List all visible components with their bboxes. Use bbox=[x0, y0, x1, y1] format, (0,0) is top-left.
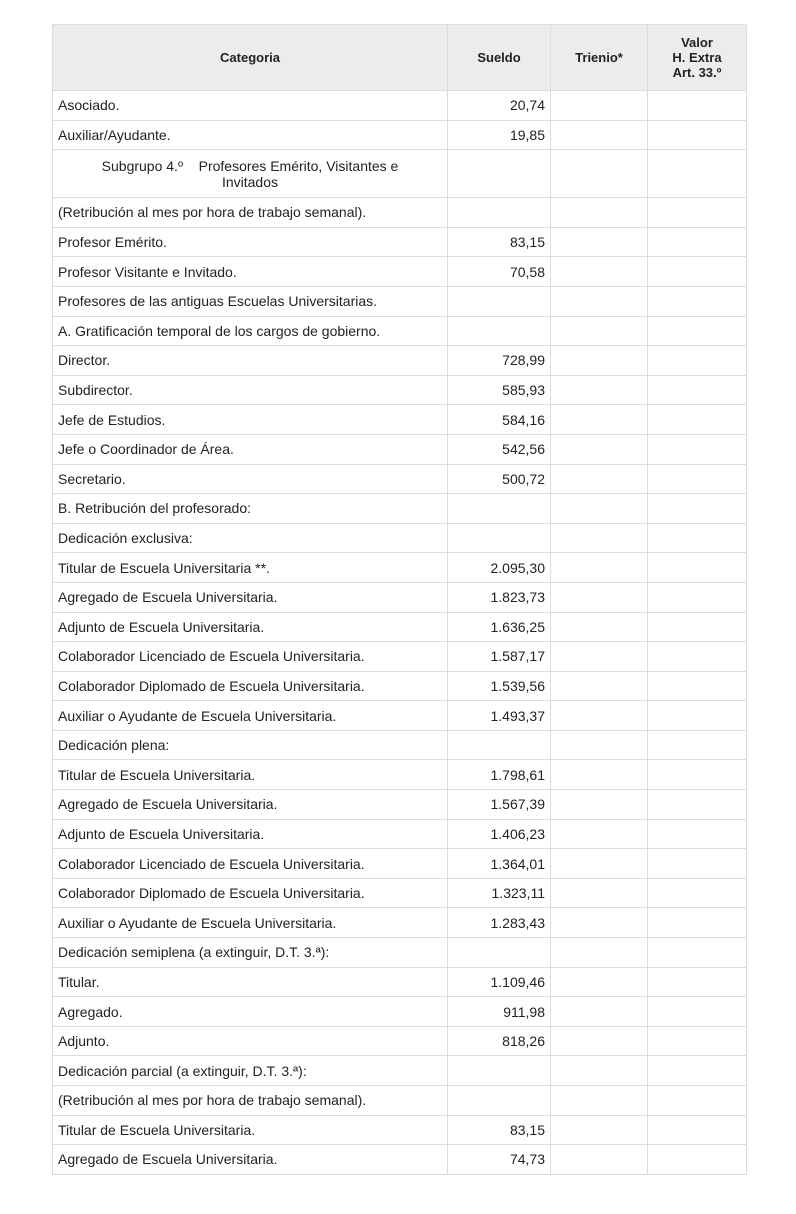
cell-sueldo bbox=[448, 938, 551, 968]
table-row bbox=[53, 1145, 747, 1175]
cell-sueldo: 83,15 bbox=[448, 227, 551, 257]
cell-valor-h-extra bbox=[648, 198, 747, 228]
table-row bbox=[53, 819, 747, 849]
cell-trienio bbox=[551, 553, 648, 583]
cell-sueldo: 1.364,01 bbox=[448, 849, 551, 879]
cell-trienio bbox=[551, 730, 648, 760]
cell-sueldo bbox=[448, 286, 551, 316]
cell-categoria: Dedicación semiplena (a extinguir, D.T. 3.ª): bbox=[53, 938, 448, 968]
table-row bbox=[53, 286, 747, 316]
cell-sueldo bbox=[448, 1086, 551, 1116]
cell-categoria: Auxiliar o Ayudante de Escuela Universitaria. bbox=[53, 701, 448, 731]
cell-valor-h-extra bbox=[648, 1115, 747, 1145]
cell-trienio bbox=[551, 523, 648, 553]
table-row bbox=[53, 523, 747, 553]
cell-trienio bbox=[551, 1056, 648, 1086]
cell-categoria: (Retribución al mes por hora de trabajo semanal). bbox=[53, 1086, 448, 1116]
cell-sueldo: 585,93 bbox=[448, 375, 551, 405]
cell-trienio bbox=[551, 198, 648, 228]
cell-valor-h-extra bbox=[648, 878, 747, 908]
cell-sueldo: 2.095,30 bbox=[448, 553, 551, 583]
cell-sueldo: 1.406,23 bbox=[448, 819, 551, 849]
table-row bbox=[53, 464, 747, 494]
cell-categoria: Jefe de Estudios. bbox=[53, 405, 448, 435]
cell-categoria: Auxiliar/Ayudante. bbox=[53, 120, 448, 150]
cell-sueldo bbox=[448, 494, 551, 524]
cell-valor-h-extra bbox=[648, 464, 747, 494]
table-row bbox=[53, 582, 747, 612]
cell-valor-h-extra bbox=[648, 819, 747, 849]
cell-trienio bbox=[551, 434, 648, 464]
table-row bbox=[53, 1056, 747, 1086]
cell-trienio bbox=[551, 227, 648, 257]
cell-categoria: Agregado de Escuela Universitaria. bbox=[53, 1145, 448, 1175]
table-row bbox=[53, 938, 747, 968]
cell-trienio bbox=[551, 671, 648, 701]
table-row bbox=[53, 346, 747, 376]
cell-valor-h-extra bbox=[648, 434, 747, 464]
cell-categoria: Profesores de las antiguas Escuelas Universitarias. bbox=[53, 286, 448, 316]
cell-valor-h-extra bbox=[648, 227, 747, 257]
cell-sueldo: 1.109,46 bbox=[448, 967, 551, 997]
table-header-row bbox=[53, 25, 747, 91]
cell-valor-h-extra bbox=[648, 316, 747, 346]
cell-valor-h-extra bbox=[648, 257, 747, 287]
table-row bbox=[53, 198, 747, 228]
cell-sueldo: 83,15 bbox=[448, 1115, 551, 1145]
table-row bbox=[53, 878, 747, 908]
cell-categoria: Agregado de Escuela Universitaria. bbox=[53, 582, 448, 612]
cell-sueldo: 500,72 bbox=[448, 464, 551, 494]
table-row bbox=[53, 227, 747, 257]
cell-valor-h-extra bbox=[648, 790, 747, 820]
table-row bbox=[53, 642, 747, 672]
cell-valor-h-extra bbox=[648, 346, 747, 376]
cell-valor-h-extra bbox=[648, 730, 747, 760]
cell-sueldo: 542,56 bbox=[448, 434, 551, 464]
cell-valor-h-extra bbox=[648, 1026, 747, 1056]
cell-valor-h-extra bbox=[648, 967, 747, 997]
cell-sueldo: 19,85 bbox=[448, 120, 551, 150]
cell-sueldo: 70,58 bbox=[448, 257, 551, 287]
cell-valor-h-extra bbox=[648, 671, 747, 701]
cell-valor-h-extra bbox=[648, 405, 747, 435]
cell-categoria: Colaborador Licenciado de Escuela Universitaria. bbox=[53, 849, 448, 879]
cell-categoria: Titular de Escuela Universitaria. bbox=[53, 1115, 448, 1145]
cell-trienio bbox=[551, 464, 648, 494]
header-trienio: Trienio* bbox=[551, 25, 648, 91]
cell-sueldo: 1.493,37 bbox=[448, 701, 551, 731]
cell-valor-h-extra bbox=[648, 997, 747, 1027]
table-row bbox=[53, 375, 747, 405]
table-row bbox=[53, 790, 747, 820]
cell-categoria: Titular de Escuela Universitaria **. bbox=[53, 553, 448, 583]
table-row bbox=[53, 908, 747, 938]
cell-trienio bbox=[551, 582, 648, 612]
cell-valor-h-extra bbox=[648, 120, 747, 150]
cell-valor-h-extra bbox=[648, 849, 747, 879]
cell-categoria: B. Retribución del profesorado: bbox=[53, 494, 448, 524]
header-sueldo: Sueldo bbox=[448, 25, 551, 91]
cell-sueldo: 584,16 bbox=[448, 405, 551, 435]
cell-categoria: Colaborador Diplomado de Escuela Universitaria. bbox=[53, 671, 448, 701]
cell-valor-h-extra bbox=[648, 150, 747, 198]
table-row bbox=[53, 967, 747, 997]
cell-sueldo: 1.323,11 bbox=[448, 878, 551, 908]
cell-sueldo: 1.798,61 bbox=[448, 760, 551, 790]
cell-valor-h-extra bbox=[648, 553, 747, 583]
cell-sueldo: 1.587,17 bbox=[448, 642, 551, 672]
cell-trienio bbox=[551, 819, 648, 849]
cell-valor-h-extra bbox=[648, 701, 747, 731]
table-row bbox=[53, 1115, 747, 1145]
cell-sueldo bbox=[448, 1056, 551, 1086]
cell-trienio bbox=[551, 701, 648, 731]
cell-categoria: (Retribución al mes por hora de trabajo semanal). bbox=[53, 198, 448, 228]
cell-valor-h-extra bbox=[648, 582, 747, 612]
table-row bbox=[53, 760, 747, 790]
cell-trienio bbox=[551, 316, 648, 346]
cell-categoria: Titular de Escuela Universitaria. bbox=[53, 760, 448, 790]
cell-sueldo: 728,99 bbox=[448, 346, 551, 376]
cell-sueldo: 1.539,56 bbox=[448, 671, 551, 701]
table-row bbox=[53, 553, 747, 583]
cell-trienio bbox=[551, 908, 648, 938]
header-categoria: Categoria bbox=[53, 25, 448, 91]
salary-table bbox=[52, 24, 747, 1175]
cell-categoria: Adjunto de Escuela Universitaria. bbox=[53, 612, 448, 642]
cell-trienio bbox=[551, 760, 648, 790]
table-row bbox=[53, 701, 747, 731]
table-row bbox=[53, 150, 747, 198]
cell-trienio bbox=[551, 375, 648, 405]
header-valor-line2: H. Extra bbox=[672, 50, 722, 65]
cell-trienio bbox=[551, 612, 648, 642]
cell-trienio bbox=[551, 1086, 648, 1116]
cell-trienio bbox=[551, 405, 648, 435]
cell-trienio bbox=[551, 790, 648, 820]
cell-sueldo bbox=[448, 198, 551, 228]
cell-trienio bbox=[551, 967, 648, 997]
cell-valor-h-extra bbox=[648, 1086, 747, 1116]
cell-trienio bbox=[551, 286, 648, 316]
cell-categoria: Dedicación exclusiva: bbox=[53, 523, 448, 553]
cell-valor-h-extra bbox=[648, 908, 747, 938]
cell-valor-h-extra bbox=[648, 1145, 747, 1175]
cell-categoria: Secretario. bbox=[53, 464, 448, 494]
header-valor-line3: Art. 33.º bbox=[672, 65, 722, 80]
cell-categoria: Agregado. bbox=[53, 997, 448, 1027]
cell-categoria: Director. bbox=[53, 346, 448, 376]
table-row bbox=[53, 494, 747, 524]
cell-trienio bbox=[551, 878, 648, 908]
cell-categoria: Dedicación plena: bbox=[53, 730, 448, 760]
cell-valor-h-extra bbox=[648, 612, 747, 642]
table-row bbox=[53, 612, 747, 642]
cell-sueldo bbox=[448, 316, 551, 346]
cell-categoria: Titular. bbox=[53, 967, 448, 997]
cell-trienio bbox=[551, 997, 648, 1027]
cell-categoria: Subdirector. bbox=[53, 375, 448, 405]
table-row bbox=[53, 120, 747, 150]
cell-categoria: Asociado. bbox=[53, 91, 448, 121]
cell-categoria: Jefe o Coordinador de Área. bbox=[53, 434, 448, 464]
cell-sueldo: 1.636,25 bbox=[448, 612, 551, 642]
cell-valor-h-extra bbox=[648, 760, 747, 790]
cell-trienio bbox=[551, 120, 648, 150]
cell-trienio bbox=[551, 150, 648, 198]
table-row bbox=[53, 997, 747, 1027]
cell-categoria: Profesor Emérito. bbox=[53, 227, 448, 257]
cell-valor-h-extra bbox=[648, 375, 747, 405]
table-row bbox=[53, 257, 747, 287]
cell-valor-h-extra bbox=[648, 1056, 747, 1086]
cell-categoria: Colaborador Diplomado de Escuela Universitaria. bbox=[53, 878, 448, 908]
cell-categoria: Auxiliar o Ayudante de Escuela Universitaria. bbox=[53, 908, 448, 938]
cell-sueldo bbox=[448, 150, 551, 198]
cell-trienio bbox=[551, 494, 648, 524]
cell-trienio bbox=[551, 938, 648, 968]
table-row bbox=[53, 1086, 747, 1116]
table-row bbox=[53, 671, 747, 701]
cell-trienio bbox=[551, 91, 648, 121]
cell-trienio bbox=[551, 346, 648, 376]
cell-valor-h-extra bbox=[648, 286, 747, 316]
table-row bbox=[53, 316, 747, 346]
cell-categoria: Colaborador Licenciado de Escuela Universitaria. bbox=[53, 642, 448, 672]
cell-valor-h-extra bbox=[648, 494, 747, 524]
table-body bbox=[53, 91, 747, 1175]
cell-valor-h-extra bbox=[648, 938, 747, 968]
cell-categoria: Adjunto. bbox=[53, 1026, 448, 1056]
cell-sueldo: 1.567,39 bbox=[448, 790, 551, 820]
cell-categoria: A. Gratificación temporal de los cargos de gobierno. bbox=[53, 316, 448, 346]
cell-categoria: Dedicación parcial (a extinguir, D.T. 3.ª): bbox=[53, 1056, 448, 1086]
cell-valor-h-extra bbox=[648, 91, 747, 121]
table-row bbox=[53, 1026, 747, 1056]
cell-categoria: Adjunto de Escuela Universitaria. bbox=[53, 819, 448, 849]
table-row bbox=[53, 730, 747, 760]
cell-sueldo: 1.283,43 bbox=[448, 908, 551, 938]
cell-sueldo: 20,74 bbox=[448, 91, 551, 121]
cell-sueldo: 74,73 bbox=[448, 1145, 551, 1175]
table-row bbox=[53, 405, 747, 435]
cell-categoria: Subgrupo 4.º Profesores Emérito, Visitantes e Invitados bbox=[53, 150, 448, 198]
cell-categoria: Profesor Visitante e Invitado. bbox=[53, 257, 448, 287]
cell-trienio bbox=[551, 849, 648, 879]
cell-trienio bbox=[551, 1145, 648, 1175]
cell-valor-h-extra bbox=[648, 642, 747, 672]
cell-sueldo: 818,26 bbox=[448, 1026, 551, 1056]
cell-trienio bbox=[551, 257, 648, 287]
table-row bbox=[53, 434, 747, 464]
cell-trienio bbox=[551, 1026, 648, 1056]
table-row bbox=[53, 91, 747, 121]
header-valor-line1: Valor bbox=[681, 35, 713, 50]
cell-sueldo: 1.823,73 bbox=[448, 582, 551, 612]
cell-sueldo bbox=[448, 523, 551, 553]
cell-valor-h-extra bbox=[648, 523, 747, 553]
cell-trienio bbox=[551, 1115, 648, 1145]
cell-sueldo: 911,98 bbox=[448, 997, 551, 1027]
cell-sueldo bbox=[448, 730, 551, 760]
table-row bbox=[53, 849, 747, 879]
header-valor-h-extra bbox=[648, 25, 747, 91]
cell-trienio bbox=[551, 642, 648, 672]
cell-categoria: Agregado de Escuela Universitaria. bbox=[53, 790, 448, 820]
